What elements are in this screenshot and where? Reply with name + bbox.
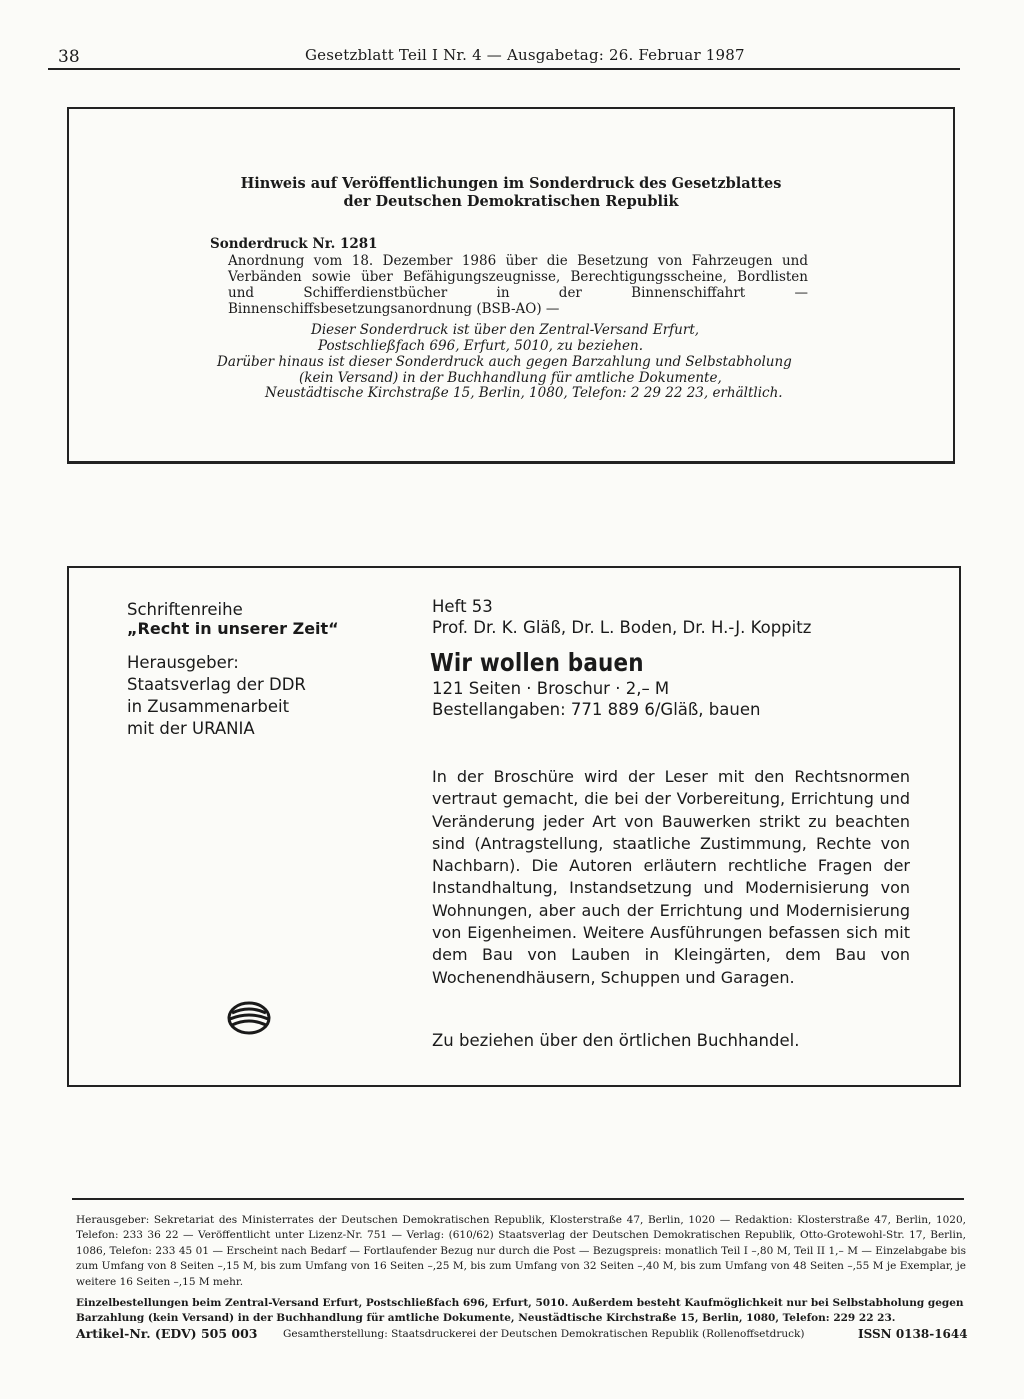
availability-line: Darüber hinaus ist dieser Sonderdruck auch gegen Barzahlung und Selbstabholung xyxy=(217,354,792,370)
book-details: 121 Seiten · Broschur · 2,– M xyxy=(432,679,670,698)
notice-title: Hinweis auf Veröffentlichungen im Sonderdruck des Gesetzblattes xyxy=(240,175,782,192)
page-number: 38 xyxy=(58,47,80,67)
availability-line: Dieser Sonderdruck ist über den Zentral-Versand Erfurt, xyxy=(311,322,700,338)
book-advertisement-box xyxy=(67,566,961,1087)
printer-credit: Gesamtherstellung: Staatsdruckerei der Deutschen Demokratischen Republik (Rollenoffsetdruck) xyxy=(283,1328,805,1340)
sonderdruck-label: Sonderdruck Nr. 1281 xyxy=(210,236,378,252)
series-title: „Recht in unserer Zeit“ xyxy=(127,619,339,638)
book-title: Wir wollen bauen xyxy=(430,648,644,677)
running-head: Gesetzblatt Teil I Nr. 4 — Ausgabetag: 26. Februar 1987 xyxy=(305,46,745,64)
availability-line: Neustädtische Kirchstraße 15, Berlin, 1080, Telefon: 2 29 22 23, erhältlich. xyxy=(265,385,783,401)
availability-line: Postschließfach 696, Erfurt, 5010, zu beziehen. xyxy=(318,338,644,354)
publisher-line: in Zusammenarbeit xyxy=(127,697,290,716)
header-rule xyxy=(48,68,960,70)
purchase-note: Zu beziehen über den örtlichen Buchhandel. xyxy=(432,1031,800,1050)
notice-title-line-2: der Deutschen Demokratischen Republik xyxy=(343,193,679,210)
footer-rule xyxy=(72,1198,964,1200)
article-number: Artikel-Nr. (EDV) 505 003 xyxy=(76,1326,258,1341)
heft-number: Heft 53 xyxy=(432,597,493,616)
publisher-line: mit der URANIA xyxy=(127,719,255,738)
book-description: In der Broschüre wird der Leser mit den Rechtsnormen vertraut gemacht, die bei der Vorbereitung, Errichtung und Veränderung jeder Art von Bauwerken strikt zu beachten sind (Antragstellung, staatliche Zustimmung, Rechte von Nachbarn). Die Autoren erläutern rechtliche Fragen der Instandhaltung, Instandsetzung und Modernisierung von Wohnungen, aber auch der Errichtung und Modernisierung von Eigenheimen. Weitere Ausführungen befassen sich mit dem Bau von Lauben in Kleingärten, dem Bau von Wochenendhäusern, Schuppen und Garagen. xyxy=(432,767,910,987)
flag-icon xyxy=(224,1001,274,1035)
publisher-line: Herausgeber: xyxy=(127,653,239,672)
publisher-line: Staatsverlag der DDR xyxy=(127,675,306,694)
order-details: Bestellangaben: 771 889 6/Gläß, bauen xyxy=(432,700,761,719)
publisher-block xyxy=(127,652,367,740)
issn: ISSN 0138-1644 xyxy=(858,1327,968,1341)
order-info: Einzelbestellungen beim Zentral-Versand Erfurt, Postschließfach 696, Erfurt, 5010. Außerdem besteht Kaufmöglichkeit nur bei Selbstabholung gegen Barzahlung (kein Versand) in der Buchhandlung für amtliche Dokumente, Neustädtische Kirchstraße 15, Berlin, 1080, Telefon: 229 22 23. xyxy=(76,1297,964,1325)
imprint-text: Herausgeber: Sekretariat des Ministerrates der Deutschen Demokratischen Republik, Klosterstraße 47, Berlin, 1020 — Redaktion: Klosterstraße 47, Berlin, 1020, Telefon: 233 36 22 — Veröffentlicht unter Lizenz-Nr. 751 — Verlag: (610/62) Staatsverlag der Deutschen Demokratischen Republik, Otto-Grotewohl-Str. 17, Berlin, 1086, Telefon: 233 45 01 — Erscheint nach Bedarf — Fortlaufender Bezug nur durch die Post — Bezugspreis: monatlich Teil I –,80 M, Teil II 1,– M — Einzelabgabe bis zum Umfang von 8 Seiten –,15 M, bis zum Umfang von 16 Seiten –,25 M, bis zum Umfang von 32 Seiten –,40 M, bis zum Umfang von 48 Seiten –,55 M je Exemplar, je weitere 16 Seiten –,15 M mehr. xyxy=(76,1214,966,1288)
sonderdruck-text: Anordnung vom 18. Dezember 1986 über die Besetzung von Fahrzeugen und Verbänden sowie über Befähigungszeugnisse, Berechtigungsscheine, Bordlisten und Schifferdienstbücher in der Binnenschiffahrt — Binnenschiffsbesetzungsanordnung (BSB-AO) — xyxy=(228,253,808,317)
staatsverlag-logo xyxy=(127,1005,367,1065)
availability-line: (kein Versand) in der Buchhandlung für amtliche Dokumente, xyxy=(299,370,722,386)
series-label: Schriftenreihe xyxy=(127,600,243,619)
authors: Prof. Dr. K. Gläß, Dr. L. Boden, Dr. H.-J. Koppitz xyxy=(432,618,812,637)
notice-box xyxy=(67,107,955,464)
